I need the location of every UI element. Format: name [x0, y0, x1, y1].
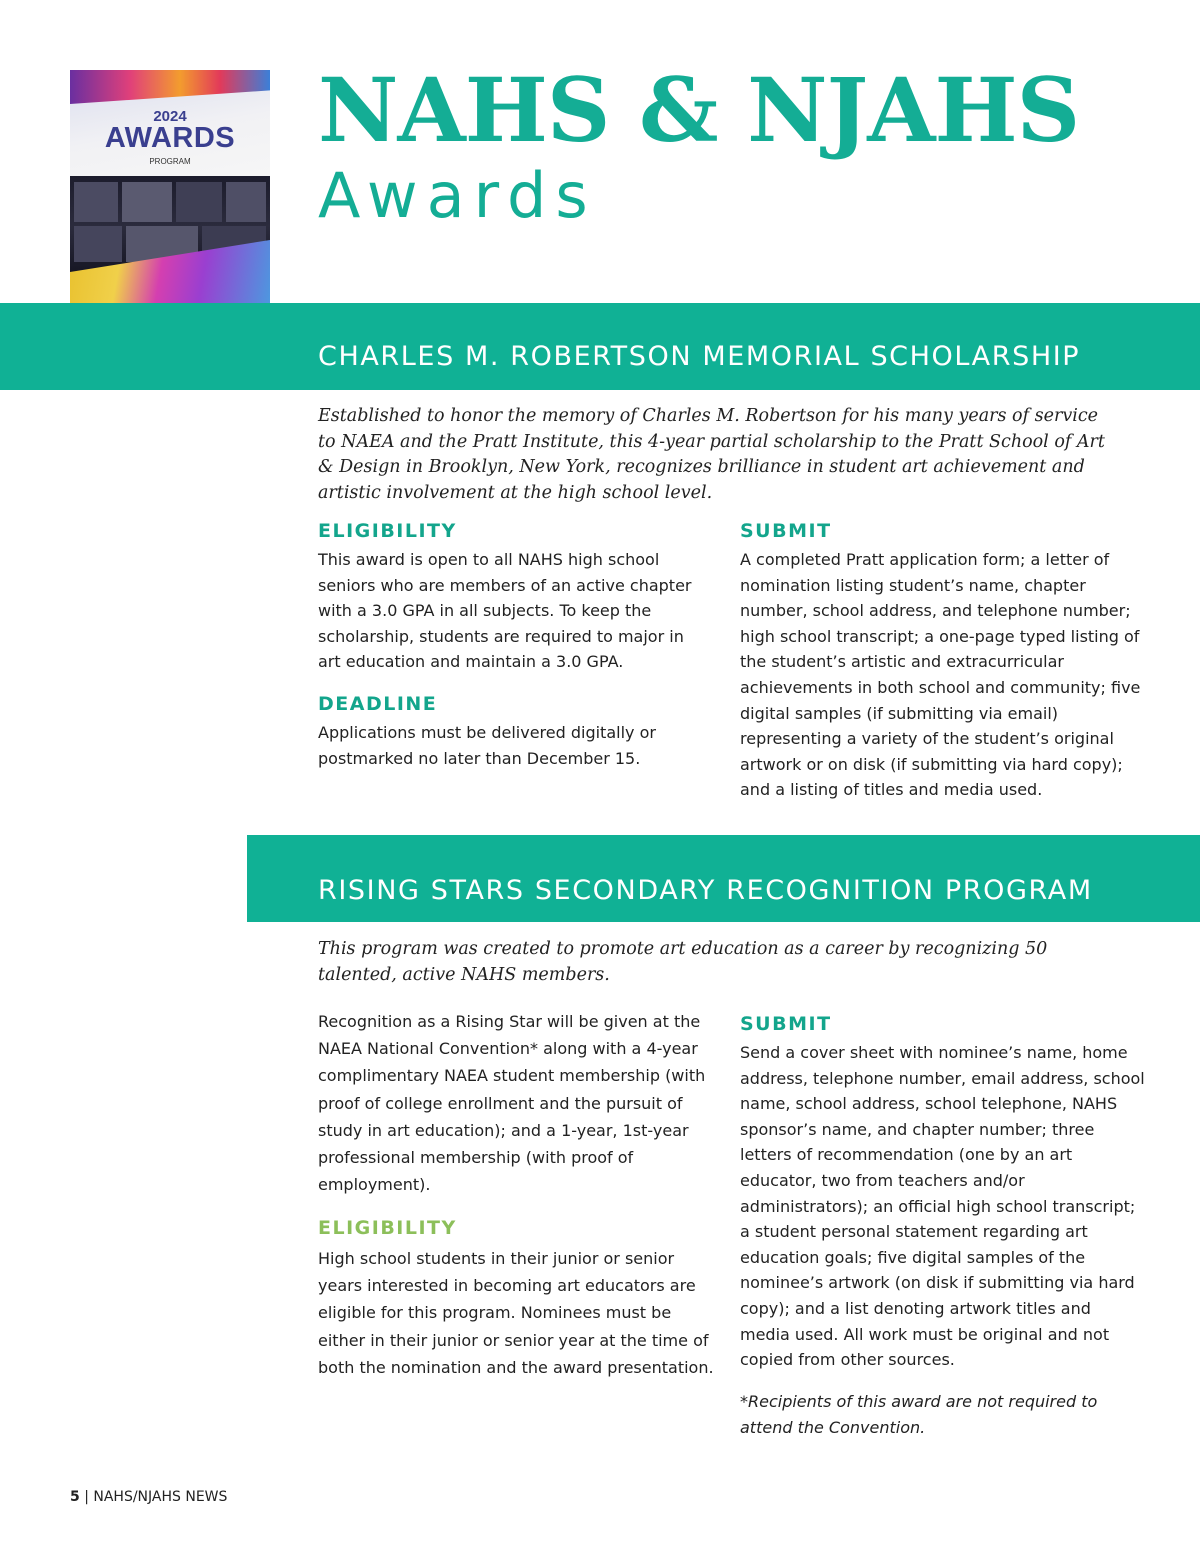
section-title-robertson: CHARLES M. ROBERTSON MEMORIAL SCHOLARSHIP: [318, 341, 1081, 372]
robertson-submit-text: A completed Pratt application form; a letter of nomination listing student’s name, chapter number, school address, and telephone number; high school transcript; a one-page typed listing of the student’s artistic and extracurricular achievements in both school and community; five digital samples (if submitting via email) representing a variety of the student’s original artwork or on disk (if submitting via hard copy); and a listing of titles and media used.: [740, 550, 1141, 800]
footer-separator: |: [79, 1489, 94, 1505]
section-title-rising-stars: RISING STARS SECONDARY RECOGNITION PROGRAM: [318, 875, 1093, 906]
page-footer: [70, 1489, 227, 1505]
robertson-eligibility-heading: ELIGIBILITY: [318, 520, 457, 542]
rising-stars-eligibility-text: High school students in their junior or senior years interested in becoming art educators are eligible for this program. Nominees must be either in their junior or senior year at the time of both the nomination and the award presentation.: [318, 1249, 714, 1377]
section-banner-rising-stars: [247, 835, 1200, 922]
robertson-deadline-heading: DEADLINE: [318, 693, 438, 715]
rising-stars-intro: This program was created to promote art education as a career by recognizing 50 talented, active NAHS members.: [318, 939, 1048, 985]
cover-subtitle: PROGRAM: [149, 157, 191, 166]
robertson-deadline-text: Applications must be delivered digitally or postmarked no later than December 15.: [318, 723, 656, 768]
page-subtitle: Awards: [318, 159, 597, 232]
rising-stars-footnote: *Recipients of this award are not required to attend the Convention.: [740, 1392, 1098, 1437]
rising-stars-recognition-text: Recognition as a Rising Star will be given at the NAEA National Convention* along with a 4-year complimentary NAEA student membership (with proof of college enrollment and the pursuit of study in art education); and a 1-year, 1st-year professional membership (with proof of employment).: [318, 1012, 706, 1195]
rising-stars-submit-heading: SUBMIT: [740, 1013, 832, 1035]
robertson-intro: Established to honor the memory of Charles M. Robertson for his many years of service to NAEA and the Pratt Institute, this 4-year partial scholarship to the Pratt School of Art & Design in Brooklyn, New York, recognizes brilliance in student art achievement and artistic involvement at the high school level.: [318, 406, 1105, 503]
cover-title: AWARDS: [104, 122, 236, 154]
page-number: 5: [70, 1489, 80, 1505]
publication-name: NAHS/NJAHS NEWS: [93, 1489, 228, 1505]
rising-stars-eligibility-heading: ELIGIBILITY: [318, 1217, 457, 1239]
section-banner-robertson: [0, 303, 1200, 390]
cover-year: 2024: [153, 108, 187, 125]
robertson-submit-heading: SUBMIT: [740, 520, 832, 542]
awards-program-cover-image: [70, 70, 270, 328]
page-title: NAHS & NJAHS: [318, 58, 1080, 162]
rising-stars-submit-text: Send a cover sheet with nominee’s name, home address, telephone number, email address, school name, school address, school telephone, NAHS sponsor’s name, and chapter number; three letters of recommendation (one by an art educator, two from teachers and/or administrators); an official high school transcript; a student personal statement regarding art education goals; five digital samples of the nominee’s artwork (on disk if submitting via hard copy); and a list denoting artwork titles and media used. All work must be original and not copied from other sources.: [740, 1043, 1145, 1370]
robertson-eligibility-text: This award is open to all NAHS high school seniors who are members of an active chapter with a 3.0 GPA in all subjects. To keep the scholarship, students are required to major in art education and maintain a 3.0 GPA.: [318, 550, 692, 672]
